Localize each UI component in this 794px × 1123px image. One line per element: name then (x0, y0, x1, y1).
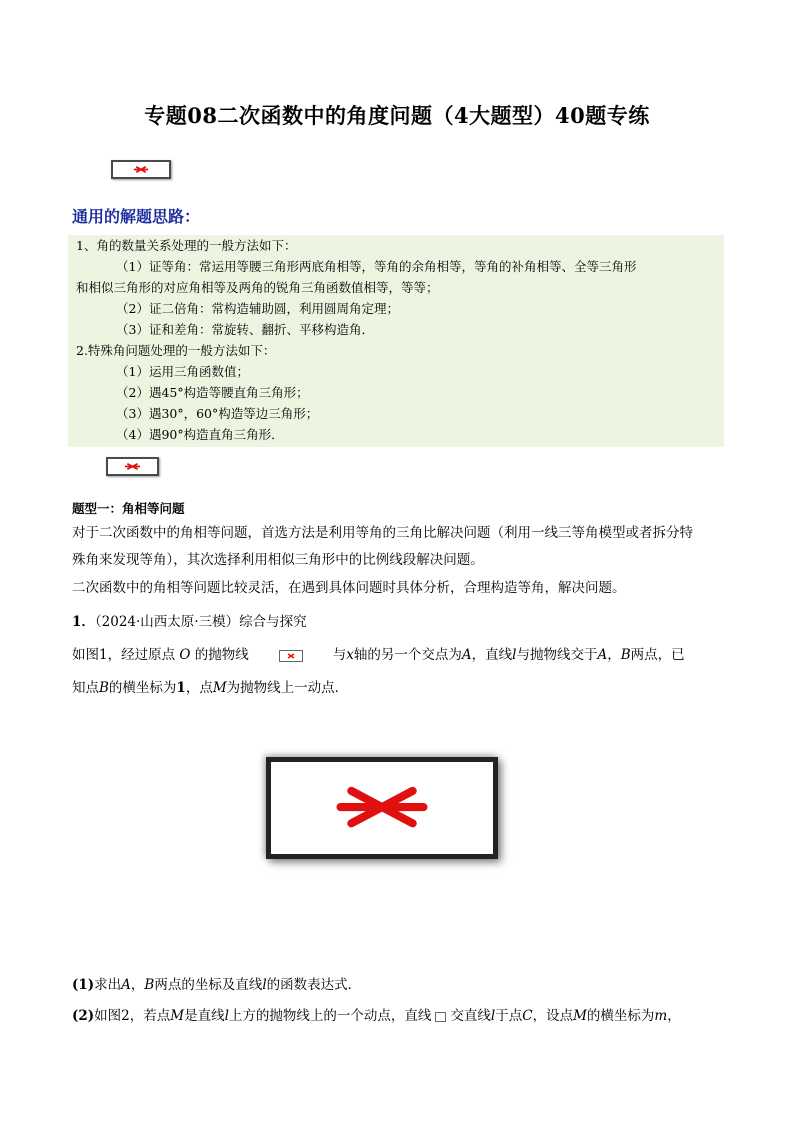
text: 与抛物线交于 (516, 647, 598, 663)
math-var: x (346, 647, 354, 663)
math-var: M (170, 1008, 185, 1024)
text: 交直线 (450, 1008, 491, 1024)
math-var: l (490, 1008, 496, 1024)
box-line: （2）证二倍角：常构造辅助圆，利用圆周角定理； (116, 301, 399, 316)
text: ，直线 (471, 647, 513, 663)
text: 是直线 (184, 1008, 225, 1024)
math-var: B (99, 680, 109, 696)
text: 如图1，经过原点 (72, 647, 176, 663)
math-var: A (597, 647, 608, 663)
question-number: (2) (72, 1008, 95, 1024)
paragraph: 二次函数中的角相等问题比较灵活，在遇到具体问题时具体分析，合理构造等角，解决问题。 (72, 580, 626, 596)
math-var: A (121, 977, 131, 993)
text: 的函数表达式． (266, 977, 362, 993)
figure-image-icon (266, 757, 498, 859)
broken-image-icon (111, 160, 171, 179)
math-var: l (262, 977, 267, 993)
text: ， (130, 977, 145, 993)
box-line: 2.特殊角问题处理的一般方法如下： (76, 343, 276, 358)
math-var: M (212, 680, 227, 696)
page-title: 专题08二次函数中的角度问题（4大题型）40题专练 (144, 103, 650, 128)
math-var: l (224, 1008, 229, 1024)
box-line: （4）遇90°构造直角三角形． (116, 427, 284, 442)
question-type-title: 题型一：角相等问题 (72, 501, 185, 516)
question-number: (1) (72, 977, 95, 993)
text: 1 (176, 680, 186, 696)
text: 于点 (495, 1008, 523, 1024)
math-var: A (461, 647, 472, 663)
formula-image-icon (279, 650, 303, 662)
section-heading: 通用的解题思路： (72, 207, 201, 226)
box-line: 和相似三角形的对应角相等及两角的锐角三角函数值相等，等等； (76, 280, 439, 295)
box-line: （3）遇30°，60°构造等边三角形； (116, 406, 319, 421)
text: 的抛物线 (194, 647, 249, 663)
method-summary-box (68, 235, 724, 447)
text: ， (667, 1008, 681, 1024)
formula-image-icon (435, 1012, 446, 1022)
problem-line (72, 676, 348, 696)
paragraph: 殊角来发现等角），其次选择利用相似三角形中的比例线段解决问题。 (72, 552, 484, 568)
text: 求出 (94, 977, 122, 993)
math-var: C (522, 1008, 533, 1024)
box-line: （2）遇45°构造等腰直角三角形； (116, 385, 309, 400)
problem-line (72, 643, 685, 663)
text: 两点，已 (630, 647, 685, 663)
question-2 (72, 1004, 681, 1024)
text: ，点 (185, 680, 213, 696)
problem-source: （2024·山西太原·三模）综合与探究 (94, 614, 307, 630)
text: 的横坐标为 (108, 680, 177, 696)
box-line: 1、角的数量关系处理的一般方法如下： (76, 238, 297, 253)
broken-image-icon (106, 457, 159, 476)
problem-header (72, 610, 307, 630)
box-line: （1）证等角：常运用等腰三角形两底角相等，等角的余角相等，等角的补角相等、全等三角形 (116, 259, 637, 274)
math-var: m (654, 1008, 668, 1024)
question-1 (72, 973, 361, 993)
text: 轴的另一个交点为 (353, 647, 462, 663)
text: 的横坐标为 (586, 1008, 655, 1024)
text: ， (607, 647, 621, 663)
text: 如图2，若点 (94, 1008, 171, 1024)
math-var: B (620, 647, 631, 663)
text: 为抛物线上一动点． (226, 680, 349, 696)
paragraph: 对于二次函数中的角相等问题，首选方法是利用等角的三角比解决问题（利用一线三等角模型或者拆分特 (72, 525, 693, 541)
math-var: M (573, 1008, 587, 1024)
text: 两点的坐标及直线 (154, 977, 263, 993)
box-line: （1）运用三角函数值； (116, 364, 249, 379)
text: 与 (332, 647, 347, 663)
math-var: B (144, 977, 155, 993)
math-var: l (512, 647, 517, 663)
problem-number: 1． (72, 614, 95, 630)
box-line: （3）证和差角：常旋转、翻折、平移构造角． (116, 322, 374, 337)
text: ，设点 (532, 1008, 574, 1024)
text: 上方的抛物线上的一个动点，直线 (228, 1008, 432, 1024)
text: 知点 (72, 680, 99, 696)
math-var: O (179, 647, 191, 663)
